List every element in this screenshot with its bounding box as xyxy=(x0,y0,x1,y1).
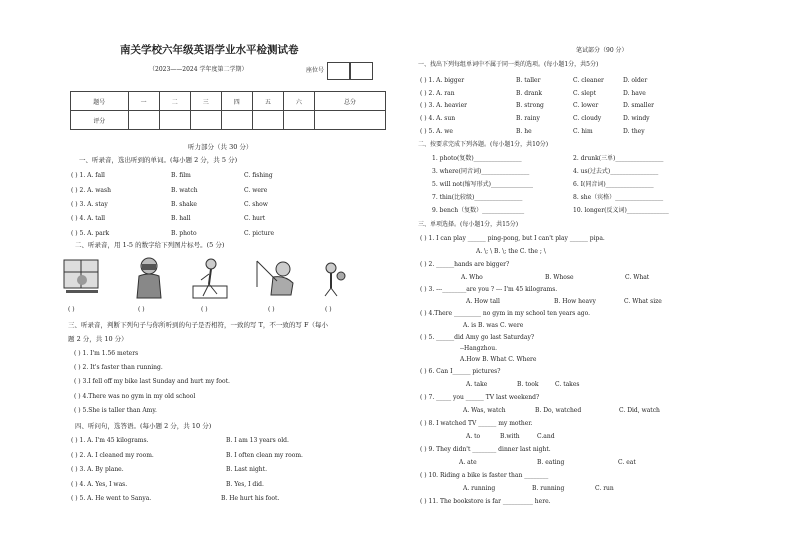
l1-option: B. hall xyxy=(171,215,191,222)
l3-item: ( ) 5.She is taller than Amy. xyxy=(74,407,157,414)
w1-item: ( ) 2. A. ran xyxy=(420,90,455,97)
w1-option: C. slept xyxy=(573,90,596,97)
l4-item: ( ) 2. A. I cleaned my room. xyxy=(71,452,154,459)
w3-question: ( ) 11. The bookstore is far __________ here. xyxy=(420,498,551,505)
w3-option: C. What size xyxy=(624,298,662,305)
l1-option: C. picture xyxy=(244,230,275,237)
w3-option: A. How tall xyxy=(466,298,500,305)
w1-option: C. him xyxy=(573,128,593,135)
w3-question: ( ) 10. Riding a bike is faster than ________ xyxy=(420,472,549,479)
w-sec2-title: 二、按要求完成下列各题。(每小题1分，共10分) xyxy=(418,141,549,148)
l4-option: B. I am 13 years old. xyxy=(226,437,289,444)
w3-question: ( ) 7. _____ you ______ TV last weekend? xyxy=(420,394,540,401)
w1-option: C. lower xyxy=(573,102,599,109)
w2-item: 6. I(同音词)________________ xyxy=(573,181,654,188)
l4-option: B. Last night. xyxy=(226,466,267,473)
page-title: 南关学校六年级英语学业水平检测试卷 xyxy=(120,44,299,56)
score-header: 六 xyxy=(283,92,314,111)
l4-item: ( ) 4. A. Yes, I was. xyxy=(71,481,128,488)
page-subtitle: （2023——2024 学年度第二学期） xyxy=(149,66,248,73)
w3-option: C. Did, watch xyxy=(619,407,660,414)
w3-options: A. \; \ B. \; the C. the ; \ xyxy=(476,248,546,255)
w3-question: ( ) 9. They didn't ________ dinner last night. xyxy=(420,446,551,453)
l4-item: ( ) 3. A. By plane. xyxy=(71,466,124,473)
score-cell[interactable] xyxy=(315,111,386,130)
w3-question: ( ) 2. ______hands are bigger? xyxy=(420,261,510,268)
score-header: 三 xyxy=(190,92,221,111)
l1-option: B. photo xyxy=(171,230,197,237)
l1-option: C. were xyxy=(244,187,268,194)
score-header: 四 xyxy=(221,92,252,111)
score-header: 二 xyxy=(159,92,190,111)
w1-item: ( ) 1. A. bigger xyxy=(420,77,465,84)
score-cell[interactable] xyxy=(159,111,190,130)
w2-item: 7. thin(比较级)________________ xyxy=(432,194,523,201)
w3-question: ( ) 3. ---________are you ? --- I'm 45 kilograms. xyxy=(420,286,558,293)
picture-2-girl-camera xyxy=(133,256,165,300)
w1-option: D. older xyxy=(623,77,648,84)
l4-item: ( ) 1. A. I'm 45 kilograms. xyxy=(71,437,149,444)
w3-answer-line: --Hangzhou. xyxy=(460,345,497,352)
l4-item: ( ) 5. A. He went to Sanya. xyxy=(71,495,152,502)
picture-5-kids xyxy=(319,260,351,298)
w1-option: D. smaller xyxy=(623,102,655,109)
l3-item: ( ) 4.There was no gym in my old school xyxy=(74,393,196,400)
seat-box-2[interactable] xyxy=(349,62,373,80)
pic-blank[interactable]: ( ) xyxy=(268,306,275,313)
l1-option: C. fishing xyxy=(244,172,273,179)
score-cell[interactable] xyxy=(128,111,159,130)
w1-option: B. taller xyxy=(516,77,541,84)
w3-option: A. ate xyxy=(459,459,477,466)
pic-blank[interactable]: ( ) xyxy=(68,306,75,313)
w3-option: C. What xyxy=(625,274,650,281)
w1-option: B. drank xyxy=(516,90,543,97)
w2-item: 5. will not(缩写形式)______________ xyxy=(432,181,534,188)
l4-option: B. I often clean my room. xyxy=(226,452,303,459)
w3-question: ( ) 8. I watched TV ______ my mother. xyxy=(420,420,533,427)
w2-item: 2. drunk(三单)________________ xyxy=(573,155,664,162)
score-cell[interactable] xyxy=(283,111,314,130)
score-header: 五 xyxy=(252,92,283,111)
picture-1-window-girl xyxy=(62,258,102,300)
w3-option: B. Do, watched xyxy=(535,407,582,414)
l1-item: ( ) 2. A. wash xyxy=(71,187,111,194)
l-sec2-title: 二、听录音，用 1-5 的数字给下列图片标号。(5 分) xyxy=(75,241,225,249)
w1-option: B. he xyxy=(516,128,532,135)
score-cell[interactable] xyxy=(190,111,221,130)
score-header: 一 xyxy=(128,92,159,111)
w3-option: A. Who xyxy=(461,274,483,281)
score-header: 题号 xyxy=(71,92,129,111)
w2-item: 10. longer(反义词)______________ xyxy=(573,207,669,214)
w3-question: ( ) 1. I can play ______ ping-pong, but I can't play ______ pipa. xyxy=(420,235,605,242)
w3-option: B.with xyxy=(500,433,520,440)
w1-option: C. cleaner xyxy=(573,77,604,84)
w1-item: ( ) 3. A. heavier xyxy=(420,102,467,109)
l1-option: B. film xyxy=(171,172,191,179)
seat-label: 座位号 xyxy=(306,67,325,74)
w3-option: C. eat xyxy=(618,459,636,466)
score-cell[interactable] xyxy=(221,111,252,130)
l3-item: ( ) 2. It's faster than running. xyxy=(74,364,163,371)
score-table xyxy=(70,91,386,130)
w-sec3-title: 三、单项选择。(每小题1分，共15分) xyxy=(418,221,519,228)
pic-blank[interactable]: ( ) xyxy=(138,306,145,313)
l-sec1-title: 一、听录音，选出听到的单词。(每小题 2 分，共 5 分) xyxy=(79,156,238,164)
w2-item: 4. us(过去式)________________ xyxy=(573,168,659,175)
l1-item: ( ) 3. A. stay xyxy=(71,201,108,208)
pic-blank[interactable]: ( ) xyxy=(201,306,208,313)
w3-question: ( ) 4.There _________ no gym in my school ten years ago. xyxy=(420,310,591,317)
score-cell[interactable] xyxy=(252,111,283,130)
score-header: 总分 xyxy=(315,92,386,111)
written-heading: 笔试部分（90 分） xyxy=(576,47,628,54)
l-sec4-title: 四、听问句，选答语。(每小题 2 分，共 10 分) xyxy=(75,422,212,430)
l1-option: C. show xyxy=(244,201,268,208)
w3-question: ( ) 6. Can I______ pictures? xyxy=(420,368,501,375)
l1-option: C. hurt xyxy=(244,215,266,222)
w3-option: B. took xyxy=(517,381,539,388)
w2-item: 8. she（宾格）________________ xyxy=(573,194,664,201)
l3-item: ( ) 1. I'm 1.56 meters xyxy=(74,350,139,357)
w3-option: B. eating xyxy=(537,459,565,466)
w1-item: ( ) 5. A. we xyxy=(420,128,453,135)
l1-option: B. watch xyxy=(171,187,198,194)
w2-item: 1. photo(复数)________________ xyxy=(432,155,522,162)
w3-option: B. running xyxy=(532,485,565,492)
l4-option: B. Yes, I did. xyxy=(226,481,264,488)
w2-item: 3. where(同音词)________________ xyxy=(432,168,530,175)
w3-option: C. takes xyxy=(555,381,580,388)
w-sec1-title: 一、找出下列每组单词中不属于同一类的选项。(每小题1分，共5分) xyxy=(418,61,599,68)
w3-option: A. take xyxy=(466,381,488,388)
score-row-label: 评分 xyxy=(71,111,129,130)
l3-item: ( ) 3.I fell off my bike last Sunday and hurt my foot. xyxy=(74,378,230,385)
w3-options: A. is B. was C. were xyxy=(463,322,524,329)
l1-item: ( ) 1. A. fall xyxy=(71,172,105,179)
w3-option: C.and xyxy=(537,433,555,440)
w1-item: ( ) 4. A. sun xyxy=(420,115,456,122)
w1-option: D. windy xyxy=(623,115,650,122)
seat-box-1[interactable] xyxy=(327,62,351,80)
l4-option: B. He hurt his foot. xyxy=(221,495,280,502)
w3-option: C. run xyxy=(595,485,614,492)
w1-option: D. have xyxy=(623,90,646,97)
l1-option: B. shake xyxy=(171,201,197,208)
listening-heading: 听力部分（共 30 分） xyxy=(188,143,253,151)
l1-item: ( ) 5. A. park xyxy=(71,230,110,237)
l-sec3-title-cont: 题 2 分，共 10 分） xyxy=(68,335,128,343)
w3-option: A. Was, watch xyxy=(463,407,506,414)
w2-item: 9. bench（复数）______________ xyxy=(432,207,525,214)
w3-option: B. Whose xyxy=(545,274,574,281)
w3-options: A.How B. What C. Where xyxy=(460,356,537,363)
w3-question: ( ) 5. ______did Amy go last Saturday? xyxy=(420,334,535,341)
w3-option: A. running xyxy=(463,485,496,492)
w1-option: C. cloudy xyxy=(573,115,602,122)
w3-option: A. to xyxy=(466,433,481,440)
w1-option: D. they xyxy=(623,128,645,135)
l1-item: ( ) 4. A. tall xyxy=(71,215,106,222)
l-sec3-title: 三、听录音，判断下列句子与你所听到的句子是否相符，一致的写 T，不一致的写 F（每小 xyxy=(68,321,328,329)
w1-option: B. rainy xyxy=(516,115,540,122)
w1-option: B. strong xyxy=(516,102,544,109)
picture-3-boy-walking xyxy=(189,256,231,302)
picture-4-fishing xyxy=(255,257,301,299)
w3-option: B. How heavy xyxy=(554,298,596,305)
pic-blank[interactable]: ( ) xyxy=(325,306,332,313)
